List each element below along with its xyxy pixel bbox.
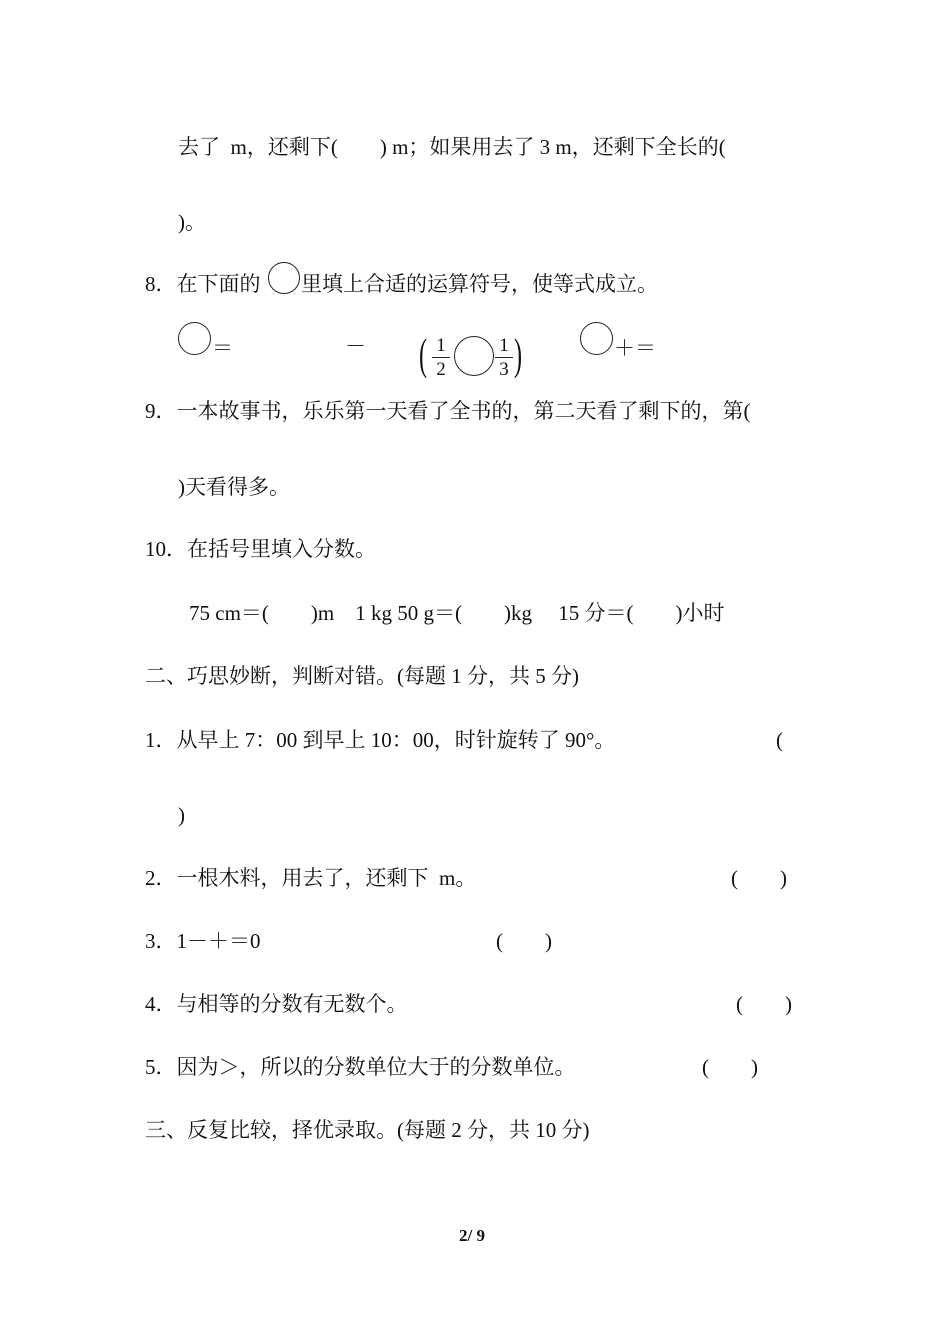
close-paren: )	[514, 330, 523, 379]
fraction-right	[495, 336, 513, 379]
q7-continuation: 去了 m，还剩下( ) m；如果用去了 3 m，还剩下全长的(	[178, 135, 726, 159]
fraction-right-den: 3	[499, 359, 509, 380]
fraction-bar	[432, 357, 450, 358]
judge-4-paren[interactable]: ( )	[736, 992, 792, 1016]
page-number: 2/ 9	[459, 1226, 485, 1245]
judge-5-paren[interactable]: ( )	[702, 1055, 758, 1079]
judge-5: 5．因为＞，所以的分数单位大于的分数单位。	[145, 1055, 576, 1079]
fraction-left-den: 2	[436, 359, 446, 380]
judge-1: 1．从早上 7：00 到早上 10：00，时针旋转了 90°。	[145, 728, 616, 752]
section-3-heading: 三、反复比较，择优录取。(每题 2 分，共 10 分)	[145, 1118, 590, 1142]
q9-close: )天看得多。	[178, 475, 290, 499]
q8-equation-3: ＋＝	[614, 336, 656, 360]
fraction-bar	[495, 357, 513, 358]
q8-equation-2: －	[345, 334, 366, 358]
judge-2: 2．一根木料，用去了，还剩下 m。	[145, 866, 477, 890]
judge-1-close: )	[178, 803, 185, 827]
q8-prompt-b: 里填上合适的运算符号，使等式成立。	[301, 272, 658, 296]
open-paren: (	[419, 330, 428, 379]
blank-operator-1[interactable]	[178, 322, 211, 355]
fraction-left	[432, 336, 450, 379]
judge-3-paren[interactable]: ( )	[496, 929, 552, 953]
q8-prompt-a: 8．在下面的	[145, 272, 261, 296]
q10-units: 75 cm＝( )m 1 kg 50 g＝( )kg 15 分＝( )小时	[189, 601, 725, 625]
q9-text: 9．一本故事书，乐乐第一天看了全书的，第二天看了剩下的，第(	[145, 399, 751, 423]
judge-4: 4．与相等的分数有无数个。	[145, 992, 408, 1016]
operator-circle-icon	[268, 262, 300, 294]
judge-1-paren[interactable]: (	[776, 728, 783, 752]
fraction-right-num: 1	[499, 335, 509, 356]
judge-2-paren[interactable]: ( )	[731, 866, 787, 890]
section-2-heading: 二、巧思妙断，判断对错。(每题 1 分，共 5 分)	[145, 664, 579, 688]
blank-operator-2[interactable]	[454, 336, 494, 376]
q8-equation-1: ＝	[212, 336, 233, 360]
q7-close: )。	[178, 210, 206, 234]
fraction-left-num: 1	[436, 335, 446, 356]
blank-operator-3[interactable]	[580, 322, 613, 355]
q10-text: 10．在括号里填入分数。	[145, 537, 376, 561]
judge-3: 3．1－＋＝0	[145, 929, 261, 953]
